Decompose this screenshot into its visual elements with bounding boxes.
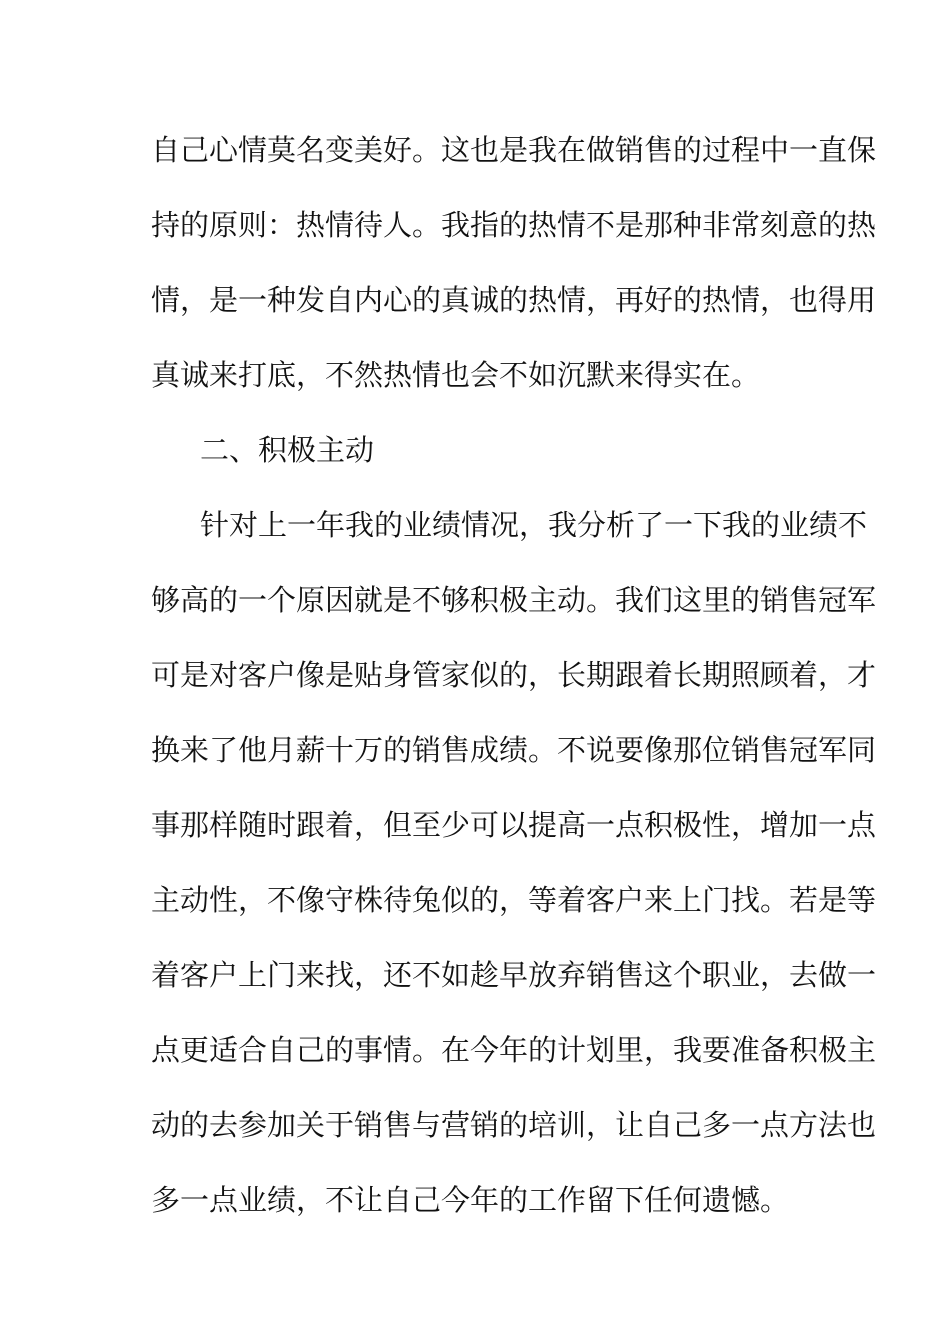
paragraph-line: 自己心情莫名变美好。这也是我在做销售的过程中一直保 <box>151 133 877 167</box>
paragraph-line: 情，是一种发自内心的真诚的热情，再好的热情，也得用 <box>151 283 877 317</box>
paragraph-line: 真诚来打底，不然热情也会不如沉默来得实在。 <box>151 358 761 392</box>
paragraph-line: 针对上一年我的业绩情况，我分析了一下我的业绩不 <box>200 508 868 542</box>
paragraph-line: 主动性，不像守株待兔似的，等着客户来上门找。若是等 <box>151 883 877 917</box>
paragraph-line: 可是对客户像是贴身管家似的，长期跟着长期照顾着，才 <box>151 658 877 692</box>
paragraph-line: 动的去参加关于销售与营销的培训，让自己多一点方法也 <box>151 1108 877 1142</box>
paragraph-line: 多一点业绩，不让自己今年的工作留下任何遗憾。 <box>151 1183 790 1217</box>
section-heading: 二、积极主动 <box>200 433 375 467</box>
paragraph-line: 持的原则：热情待人。我指的热情不是那种非常刻意的热 <box>151 208 877 242</box>
paragraph-line: 够高的一个原因就是不够积极主动。我们这里的销售冠军 <box>151 583 877 617</box>
paragraph-line: 点更适合自己的事情。在今年的计划里，我要准备积极主 <box>151 1033 877 1067</box>
paragraph-line: 换来了他月薪十万的销售成绩。不说要像那位销售冠军同 <box>151 733 877 767</box>
paragraph-line: 事那样随时跟着，但至少可以提高一点积极性，增加一点 <box>151 808 877 842</box>
paragraph-line: 着客户上门来找，还不如趁早放弃销售这个职业，去做一 <box>151 958 877 992</box>
